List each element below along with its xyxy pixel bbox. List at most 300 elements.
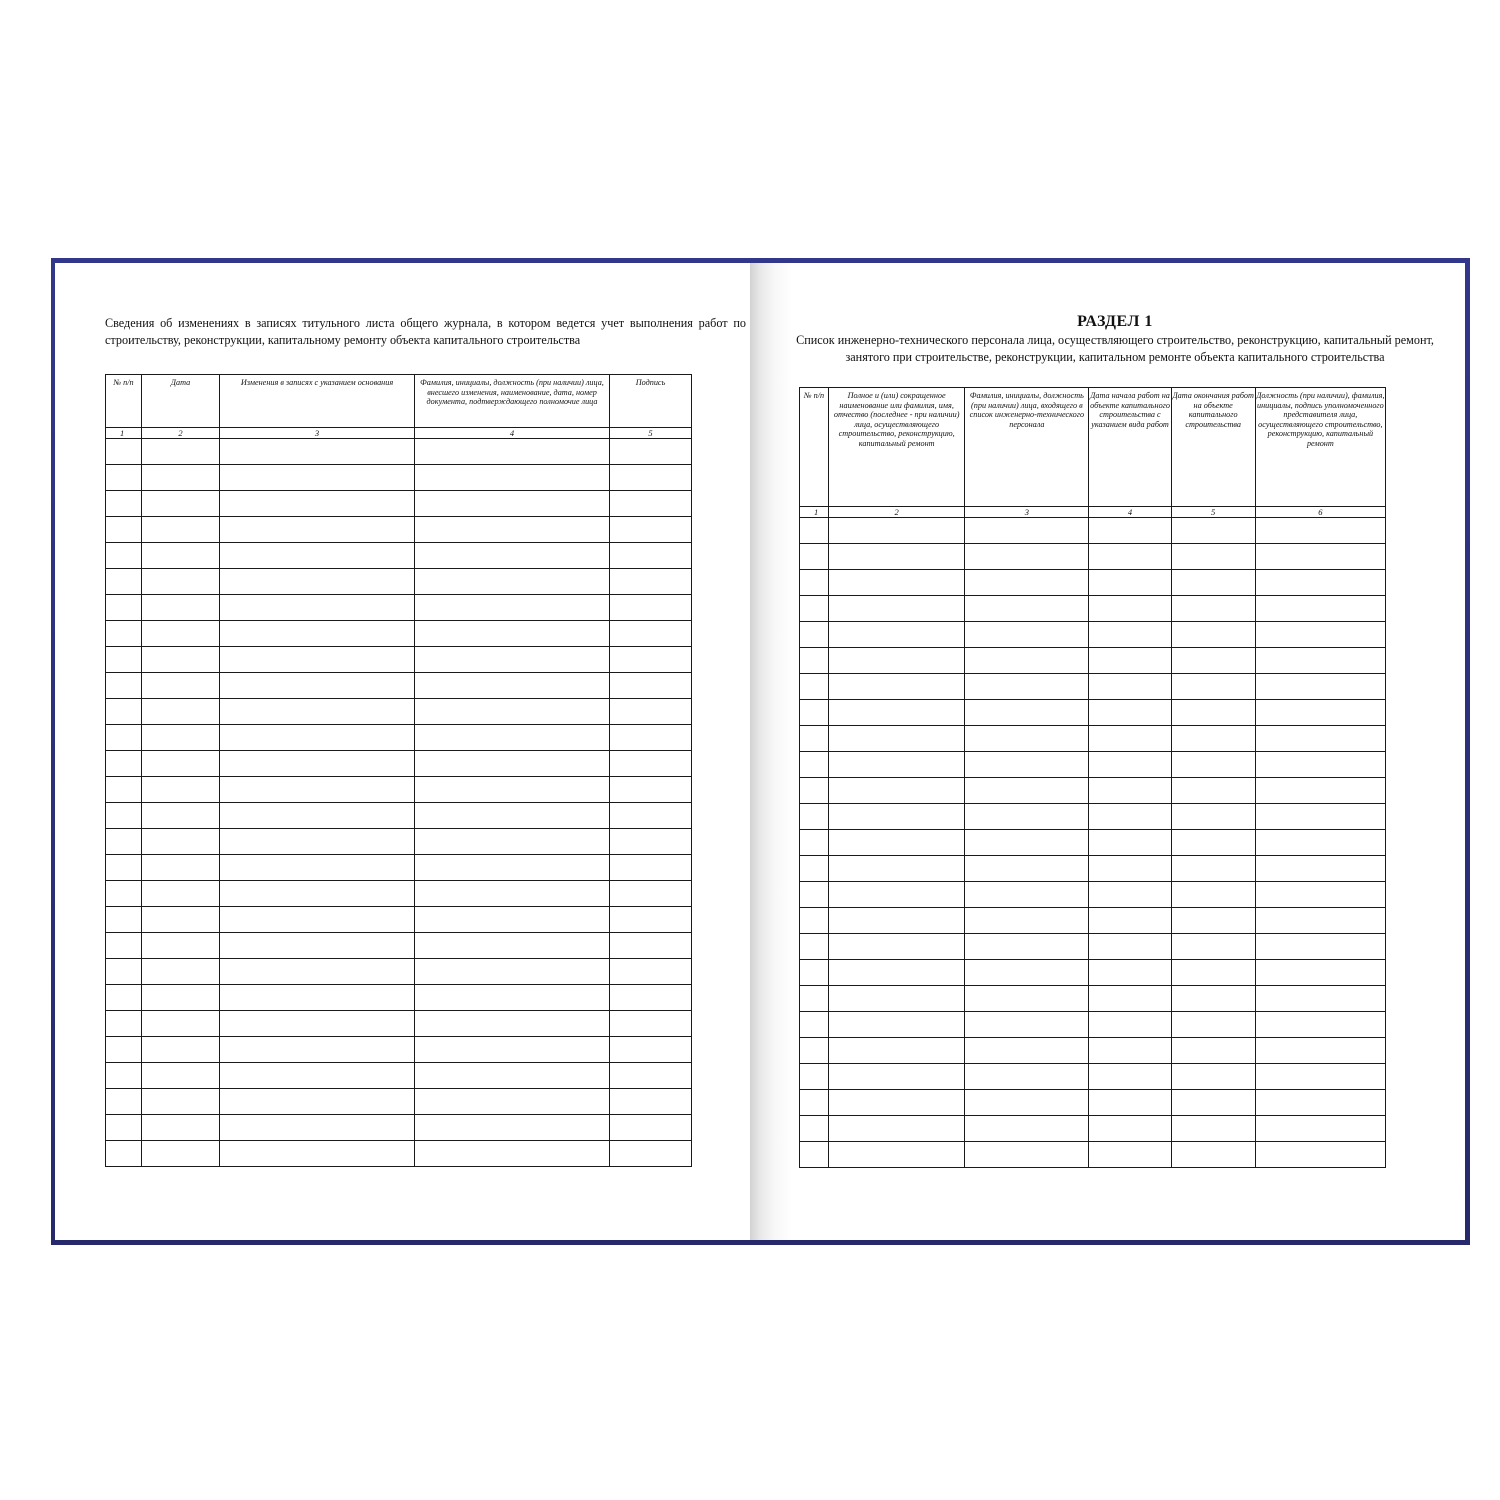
table-cell: [1255, 1038, 1385, 1064]
table-cell: [610, 985, 692, 1011]
table-cell: [965, 1012, 1089, 1038]
table-cell: [1171, 1142, 1255, 1168]
table-cell: [106, 829, 142, 855]
table-cell: [1171, 674, 1255, 700]
table-cell: [800, 856, 829, 882]
right-page: [750, 263, 1465, 1240]
table-cell: [415, 933, 610, 959]
table-row: [800, 1038, 1386, 1064]
column-header: Дата окончания работ на объекте капитального строительства: [1171, 388, 1255, 507]
table-cell: [1089, 674, 1171, 700]
table-cell: [1089, 882, 1171, 908]
table-cell: [1089, 752, 1171, 778]
table-cell: [1171, 830, 1255, 856]
table-row: [800, 804, 1386, 830]
table-cell: [1255, 752, 1385, 778]
table-cell: [1255, 570, 1385, 596]
table-cell: [220, 1063, 415, 1089]
column-header: Фамилия, инициалы, должность (при наличии) лица, внесшего изменения, наименование, дата, номер документа, подтверждающего полномочие лица: [415, 375, 610, 428]
table-cell: [106, 491, 142, 517]
table-cell: [610, 959, 692, 985]
table-cell: [610, 855, 692, 881]
table-cell: [220, 959, 415, 985]
table-cell: [965, 830, 1089, 856]
table-cell: [800, 960, 829, 986]
table-cell: [1089, 1142, 1171, 1168]
table-cell: [220, 933, 415, 959]
table-cell: [1171, 700, 1255, 726]
table-cell: [220, 907, 415, 933]
table-cell: [220, 777, 415, 803]
table-cell: [106, 751, 142, 777]
table-cell: [610, 725, 692, 751]
table-cell: [142, 517, 220, 543]
table-cell: [1255, 908, 1385, 934]
table-cell: [1255, 1090, 1385, 1116]
column-number: 5: [610, 428, 692, 439]
table-cell: [610, 569, 692, 595]
table-cell: [610, 647, 692, 673]
table-row: [800, 518, 1386, 544]
table-row: [106, 517, 692, 543]
table-cell: [610, 803, 692, 829]
table-cell: [1171, 570, 1255, 596]
table-cell: [415, 959, 610, 985]
table-cell: [829, 934, 965, 960]
table-cell: [220, 985, 415, 1011]
table-header-row: [800, 388, 1386, 507]
table-row: [106, 621, 692, 647]
table-cell: [142, 959, 220, 985]
table-cell: [142, 751, 220, 777]
table-cell: [1171, 1064, 1255, 1090]
table-cell: [142, 439, 220, 465]
table-cell: [965, 908, 1089, 934]
table-cell: [800, 648, 829, 674]
table-cell: [965, 1064, 1089, 1090]
table-cell: [1255, 1012, 1385, 1038]
table-cell: [106, 543, 142, 569]
table-cell: [1089, 570, 1171, 596]
table-cell: [415, 1089, 610, 1115]
table-cell: [220, 491, 415, 517]
table-cell: [1171, 648, 1255, 674]
table-cell: [220, 855, 415, 881]
table-cell: [829, 986, 965, 1012]
section-title: РАЗДЕЛ 1: [1077, 313, 1153, 330]
table-row: [800, 830, 1386, 856]
table-cell: [800, 986, 829, 1012]
table-cell: [1255, 674, 1385, 700]
table-cell: [1171, 960, 1255, 986]
column-number: 5: [1171, 507, 1255, 518]
table-cell: [142, 673, 220, 699]
table-cell: [1255, 934, 1385, 960]
table-cell: [1255, 960, 1385, 986]
table-cell: [965, 960, 1089, 986]
column-number: 2: [829, 507, 965, 518]
table-row: [106, 673, 692, 699]
table-cell: [142, 1063, 220, 1089]
column-number-row: [800, 507, 1386, 518]
personnel-table: [799, 387, 1386, 1168]
table-cell: [220, 543, 415, 569]
table-cell: [1255, 1142, 1385, 1168]
table-cell: [829, 1090, 965, 1116]
table-cell: [142, 855, 220, 881]
table-cell: [610, 673, 692, 699]
left-page-intro: Сведения об изменениях в записях титульного листа общего журнала, в котором ведется учет выполнения работ по строительству, реконструкции, капитальному ремонту объекта капитального строительства: [105, 316, 746, 347]
column-number: 4: [415, 428, 610, 439]
table-cell: [106, 933, 142, 959]
table-row: [106, 1089, 692, 1115]
table-cell: [106, 595, 142, 621]
table-cell: [829, 856, 965, 882]
table-cell: [142, 829, 220, 855]
table-cell: [610, 465, 692, 491]
table-row: [106, 751, 692, 777]
table-cell: [800, 882, 829, 908]
table-cell: [106, 517, 142, 543]
table-row: [106, 803, 692, 829]
table-cell: [220, 621, 415, 647]
table-cell: [142, 725, 220, 751]
table-cell: [220, 803, 415, 829]
changes-table: [105, 374, 692, 1167]
table-cell: [1255, 648, 1385, 674]
table-cell: [1255, 986, 1385, 1012]
table-cell: [1089, 544, 1171, 570]
table-cell: [829, 674, 965, 700]
table-cell: [800, 1090, 829, 1116]
table-cell: [1171, 752, 1255, 778]
table-cell: [415, 647, 610, 673]
table-cell: [142, 595, 220, 621]
table-cell: [965, 856, 1089, 882]
table-cell: [106, 1115, 142, 1141]
table-cell: [965, 648, 1089, 674]
table-cell: [142, 1011, 220, 1037]
table-row: [800, 674, 1386, 700]
table-cell: [106, 569, 142, 595]
table-cell: [965, 726, 1089, 752]
table-cell: [610, 1063, 692, 1089]
table-cell: [415, 1011, 610, 1037]
table-cell: [220, 1089, 415, 1115]
table-cell: [1255, 544, 1385, 570]
column-header: Подпись: [610, 375, 692, 428]
table-cell: [1171, 986, 1255, 1012]
column-number-row: [106, 428, 692, 439]
table-cell: [800, 908, 829, 934]
table-row: [106, 1037, 692, 1063]
table-cell: [106, 621, 142, 647]
table-row: [800, 752, 1386, 778]
table-cell: [965, 700, 1089, 726]
table-cell: [415, 465, 610, 491]
table-cell: [415, 985, 610, 1011]
table-cell: [142, 803, 220, 829]
table-cell: [829, 960, 965, 986]
table-cell: [610, 933, 692, 959]
table-cell: [415, 491, 610, 517]
table-cell: [415, 751, 610, 777]
table-cell: [106, 803, 142, 829]
table-row: [800, 596, 1386, 622]
table-cell: [415, 1063, 610, 1089]
table-cell: [220, 1115, 415, 1141]
table-cell: [1255, 1064, 1385, 1090]
column-header: Изменения в записях с указанием основания: [220, 375, 415, 428]
table-row: [106, 1115, 692, 1141]
table-cell: [1089, 726, 1171, 752]
table-row: [106, 881, 692, 907]
table-cell: [1255, 518, 1385, 544]
table-cell: [829, 1038, 965, 1064]
table-cell: [800, 674, 829, 700]
column-header: Полное и (или) сокращенное наименование или фамилия, имя, отчество (последнее - при наличии) лица, осуществляющего строительство, реконструкцию, капитальный ремонт: [829, 388, 965, 507]
table-row: [800, 778, 1386, 804]
table-cell: [610, 439, 692, 465]
table-cell: [415, 855, 610, 881]
table-cell: [1171, 622, 1255, 648]
table-cell: [106, 777, 142, 803]
table-cell: [1089, 1038, 1171, 1064]
table-cell: [965, 752, 1089, 778]
table-cell: [829, 830, 965, 856]
table-cell: [829, 778, 965, 804]
table-cell: [800, 1012, 829, 1038]
table-cell: [965, 1116, 1089, 1142]
table-row: [106, 907, 692, 933]
table-cell: [1255, 700, 1385, 726]
table-cell: [965, 986, 1089, 1012]
table-cell: [829, 908, 965, 934]
table-row: [800, 1142, 1386, 1168]
table-row: [106, 1063, 692, 1089]
table-cell: [220, 569, 415, 595]
table-row: [106, 1011, 692, 1037]
table-row: [106, 543, 692, 569]
table-cell: [1255, 622, 1385, 648]
table-cell: [142, 985, 220, 1011]
table-row: [106, 933, 692, 959]
table-row: [800, 544, 1386, 570]
table-cell: [829, 1012, 965, 1038]
table-row: [106, 595, 692, 621]
table-cell: [829, 622, 965, 648]
table-cell: [220, 1011, 415, 1037]
table-row: [106, 725, 692, 751]
table-cell: [106, 855, 142, 881]
table-cell: [829, 882, 965, 908]
table-cell: [800, 830, 829, 856]
table-cell: [829, 648, 965, 674]
table-cell: [106, 673, 142, 699]
table-row: [800, 856, 1386, 882]
table-row: [106, 829, 692, 855]
table-cell: [829, 518, 965, 544]
table-cell: [415, 725, 610, 751]
table-cell: [1089, 986, 1171, 1012]
table-cell: [800, 596, 829, 622]
table-row: [800, 960, 1386, 986]
table-cell: [829, 1142, 965, 1168]
table-cell: [965, 1090, 1089, 1116]
table-cell: [1255, 726, 1385, 752]
table-cell: [220, 595, 415, 621]
table-cell: [800, 804, 829, 830]
table-cell: [106, 959, 142, 985]
table-cell: [220, 439, 415, 465]
table-cell: [142, 1115, 220, 1141]
table-cell: [800, 570, 829, 596]
table-cell: [1171, 1012, 1255, 1038]
table-cell: [106, 439, 142, 465]
table-cell: [142, 1089, 220, 1115]
table-cell: [1171, 778, 1255, 804]
table-cell: [1089, 518, 1171, 544]
table-cell: [1255, 1116, 1385, 1142]
table-cell: [610, 777, 692, 803]
table-row: [800, 570, 1386, 596]
table-cell: [610, 1089, 692, 1115]
table-cell: [415, 699, 610, 725]
table-cell: [610, 699, 692, 725]
table-cell: [106, 465, 142, 491]
table-cell: [106, 1011, 142, 1037]
table-cell: [1255, 804, 1385, 830]
table-row: [106, 1141, 692, 1167]
table-header-row: [106, 375, 692, 428]
table-row: [106, 959, 692, 985]
table-row: [106, 777, 692, 803]
column-header: № п/п: [800, 388, 829, 507]
table-cell: [106, 1089, 142, 1115]
table-cell: [142, 491, 220, 517]
table-cell: [142, 465, 220, 491]
table-cell: [142, 543, 220, 569]
table-cell: [142, 569, 220, 595]
table-cell: [800, 622, 829, 648]
table-cell: [220, 725, 415, 751]
table-cell: [415, 829, 610, 855]
table-cell: [965, 518, 1089, 544]
table-cell: [106, 725, 142, 751]
table-cell: [800, 544, 829, 570]
column-number: 1: [800, 507, 829, 518]
table-cell: [415, 907, 610, 933]
table-cell: [220, 699, 415, 725]
table-cell: [610, 543, 692, 569]
table-cell: [829, 726, 965, 752]
table-cell: [610, 751, 692, 777]
column-number: 4: [1089, 507, 1171, 518]
table-cell: [610, 517, 692, 543]
table-cell: [142, 881, 220, 907]
table-cell: [1255, 830, 1385, 856]
table-cell: [800, 1064, 829, 1090]
table-cell: [415, 803, 610, 829]
table-cell: [1171, 596, 1255, 622]
table-row: [800, 700, 1386, 726]
table-cell: [610, 1011, 692, 1037]
table-cell: [965, 1142, 1089, 1168]
table-cell: [965, 778, 1089, 804]
table-cell: [220, 517, 415, 543]
table-cell: [800, 726, 829, 752]
table-cell: [965, 882, 1089, 908]
table-cell: [1089, 856, 1171, 882]
table-cell: [829, 544, 965, 570]
table-cell: [415, 517, 610, 543]
table-cell: [610, 621, 692, 647]
left-page: [55, 263, 750, 1240]
table-cell: [829, 1064, 965, 1090]
table-cell: [415, 439, 610, 465]
table-cell: [415, 569, 610, 595]
table-cell: [800, 1116, 829, 1142]
table-cell: [610, 907, 692, 933]
table-cell: [1255, 882, 1385, 908]
table-row: [106, 647, 692, 673]
table-cell: [142, 699, 220, 725]
table-row: [106, 465, 692, 491]
table-cell: [1255, 596, 1385, 622]
table-cell: [1089, 908, 1171, 934]
table-cell: [1089, 1116, 1171, 1142]
table-cell: [415, 621, 610, 647]
table-cell: [415, 1141, 610, 1167]
table-cell: [220, 881, 415, 907]
table-cell: [965, 1038, 1089, 1064]
table-cell: [965, 674, 1089, 700]
table-cell: [1171, 726, 1255, 752]
column-header: Фамилия, инициалы, должность (при наличии) лица, входящего в список инженерно-технического персонала: [965, 388, 1089, 507]
table-cell: [1171, 882, 1255, 908]
table-cell: [829, 752, 965, 778]
table-cell: [965, 544, 1089, 570]
table-cell: [142, 647, 220, 673]
table-cell: [610, 1037, 692, 1063]
table-cell: [965, 596, 1089, 622]
table-cell: [829, 700, 965, 726]
table-cell: [800, 1142, 829, 1168]
table-cell: [1171, 1090, 1255, 1116]
table-cell: [610, 491, 692, 517]
table-row: [106, 569, 692, 595]
column-header: Дата: [142, 375, 220, 428]
table-cell: [1255, 856, 1385, 882]
table-cell: [1089, 830, 1171, 856]
table-cell: [1089, 804, 1171, 830]
table-cell: [142, 621, 220, 647]
table-cell: [1089, 700, 1171, 726]
table-cell: [1171, 934, 1255, 960]
table-cell: [1171, 544, 1255, 570]
table-row: [800, 1012, 1386, 1038]
table-cell: [142, 907, 220, 933]
table-row: [106, 985, 692, 1011]
table-cell: [1089, 596, 1171, 622]
table-cell: [800, 752, 829, 778]
table-cell: [829, 804, 965, 830]
table-cell: [1089, 1012, 1171, 1038]
table-cell: [106, 985, 142, 1011]
table-cell: [1089, 1064, 1171, 1090]
table-row: [800, 1116, 1386, 1142]
table-cell: [142, 1037, 220, 1063]
